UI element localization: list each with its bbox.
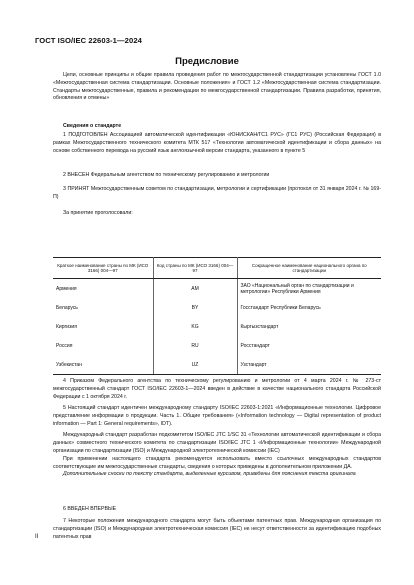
table-header-country: Краткое наименование страны по МК (ИСО 3166) 004—97 <box>53 258 153 279</box>
document-header: ГОСТ ISO/IEC 22603-1—2024 <box>35 36 142 45</box>
table-row <box>53 317 381 336</box>
code-cell: AM <box>153 279 237 299</box>
code-cell: RU <box>153 336 237 355</box>
item-4-block <box>53 378 381 401</box>
country-cell: Армения <box>53 279 153 299</box>
code-cell: UZ <box>153 355 237 375</box>
item-5-paragraph-4: Дополнительные сноски по тексту стандарта, выделенные курсивом, приведены для пояснения текста оригинала <box>63 471 356 478</box>
item-5-paragraph-3: При применении настоящего стандарта рекомендуется использовать вместо ссылочных международных стандартов соответствующие им межгосударственные стандарты, сведения о которых приведены в дополнительном приложении ДА. <box>53 455 381 470</box>
item-6: 6 ВВЕДЕН ВПЕРВЫЕ <box>63 506 117 512</box>
table-header-code: Код страны по МК (ИСО 3166) 004—97 <box>153 258 237 279</box>
country-cell: Россия <box>53 336 153 355</box>
item-5-block <box>53 405 381 479</box>
code-cell: KG <box>153 317 237 336</box>
body-cell: Госстандарт Республики Беларусь <box>237 298 381 317</box>
item-1-block <box>53 132 381 155</box>
item-7: 7 Некоторые положения международного стандарта могут быть объектами патентных прав. Международная организация по стандартизации (ISO) и Международная электротехническая комиссия (IEC) не несут ответственности за идентификацию подобных патентных прав <box>53 518 381 540</box>
standard-info-block <box>53 123 381 131</box>
table-row <box>53 279 381 299</box>
page-title: Предисловие <box>175 56 239 67</box>
item-3-block <box>53 186 381 202</box>
table-header-body: Сокращенное наименование национального органа по стандартизации <box>237 258 381 279</box>
country-cell: Узбекистан <box>53 355 153 375</box>
body-cell: Кыргызстандарт <box>237 317 381 336</box>
body-cell: Росстандарт <box>237 336 381 355</box>
country-cell: Беларусь <box>53 298 153 317</box>
page-number: II <box>35 534 39 540</box>
body-cell: ЗАО «Национальный орган по стандартизации и метрологии» Республики Армения <box>237 279 381 299</box>
item-6-block <box>53 506 381 514</box>
item-1: 1 ПОДГОТОВЛЕН Ассоциацией автоматической идентификации «ЮНИСКАН/ГС1 РУС» (ГС1 РУС) (Российская Федерация) в рамках Межгосударственного технического комитета МТК 517 «Технологии автоматической идентификации и сбора данных» на основе собственного перевода на русский язык англоязычной версии стандарта, указанного в пункте 5 <box>53 132 381 154</box>
item-4: 4 Приказом Федерального агентства по техническому регулированию и метрологии от 4 марта 2024 г. № 273-ст межгосударственный стандарт ГОСТ ISO/IEC 22603-1—2024 введен в действие в качестве национального стандарта Российской Федерации с 1 октября 2024 г. <box>53 378 381 400</box>
member-states-table <box>53 257 381 375</box>
intro-block <box>53 72 381 103</box>
item-2-block <box>53 172 381 180</box>
item-5-paragraph-2: Международный стандарт разработан подкомитетом ISO/IEC JTC 1/SC 31 «Технологии автоматической идентификации и сбора данных» совместного технического комитета по стандартизации ISO/IEC JTC 1 «Информационные технологии» Международной организации по стандартизации (ISO) и Международной электротехнической комиссии (IEC) <box>53 432 381 454</box>
table-header-row <box>53 258 381 279</box>
item-2: 2 ВНЕСЕН Федеральным агентством по техническому регулированию и метрологии <box>63 172 270 178</box>
table-row <box>53 336 381 355</box>
body-cell: Узстандарт <box>237 355 381 375</box>
code-cell: BY <box>153 298 237 317</box>
item-7-block <box>53 518 381 541</box>
section-heading: Сведения о стандарте <box>63 123 122 129</box>
voted-label: За принятие проголосовали: <box>63 210 133 216</box>
item-5: 5 Настоящий стандарт идентичен международному стандарту ISO/IEC 22603-1:2021 «Информационные технологии. Цифровое представление информации о продукции. Часть 1. Общие требования» («Information technology — Digital representation of product information — Part 1: General requirements», IDT). <box>53 405 381 427</box>
country-cell: Киргизия <box>53 317 153 336</box>
table-row <box>53 298 381 317</box>
table-row <box>53 355 381 375</box>
item-3: 3 ПРИНЯТ Межгосударственным советом по стандартизации, метрологии и сертификации (протокол от 31 января 2024 г. № 169-П) <box>53 186 381 200</box>
voted-label-block <box>53 210 381 218</box>
intro-paragraph: Цели, основные принципы и общие правила проведения работ по межгосударственной стандартизации установлены ГОСТ 1.0 «Межгосударственная система стандартизации. Основные положения» и ГОСТ 1.2 «Межгосударственная система стандартизации. Стандарты межгосударственные, правила и рекомендации по межгосударственной стандартизации. Правила разработки, принятия, обновления и отмены» <box>53 72 381 102</box>
